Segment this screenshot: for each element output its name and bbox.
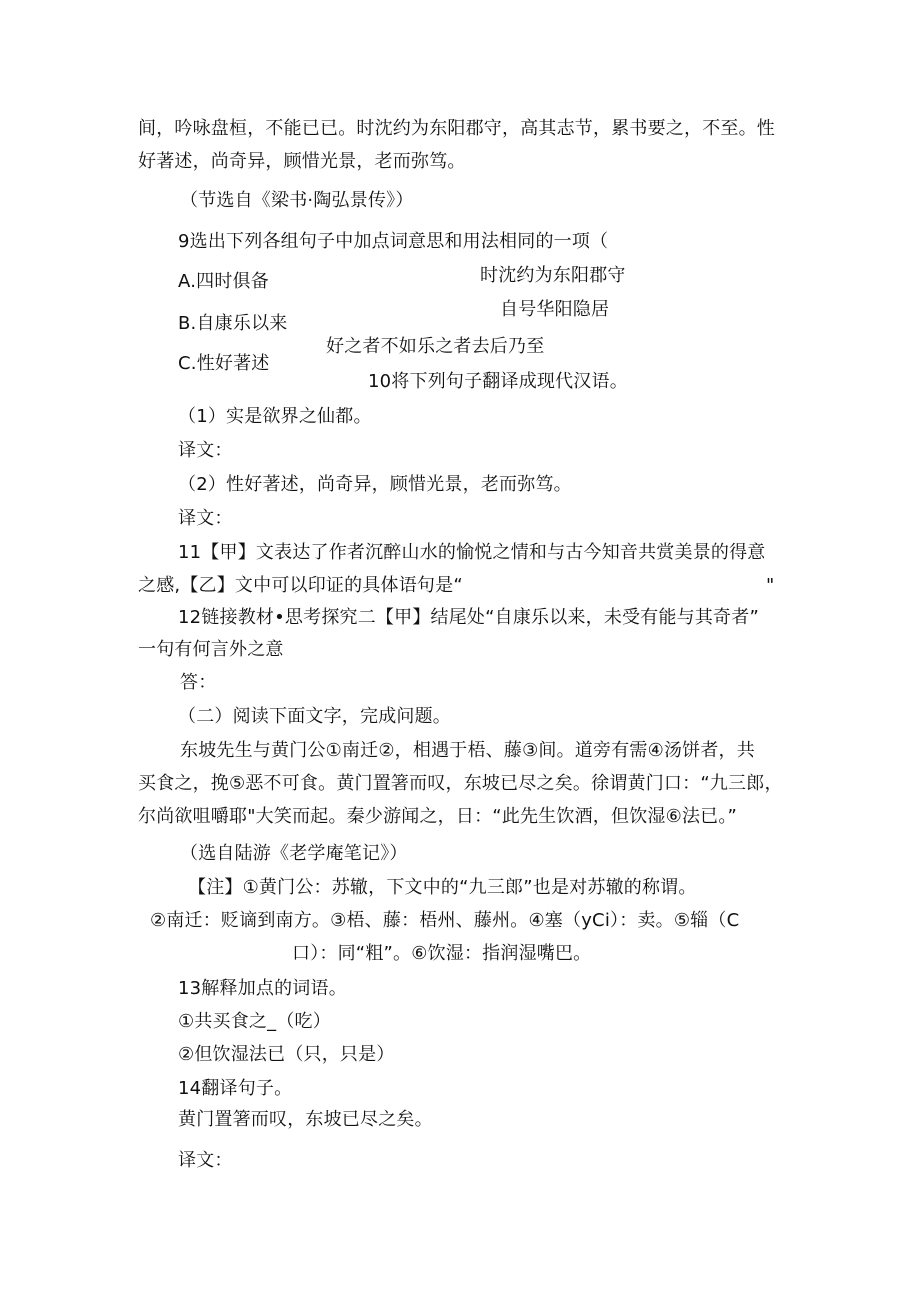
question-13-item: ①共买食之_（吃）: [178, 1011, 331, 1032]
sub-question: （2）性好著述，尚奇异，顾惜光景，老而弥笃。: [178, 474, 572, 495]
question-10: 10将下列句子翻译成现代汉语。: [368, 371, 628, 392]
text-line: 好著述，尚奇异，顾惜光景，老而弥笃。: [138, 151, 466, 172]
question-12-cont: 一句有何言外之意: [138, 639, 284, 660]
question-11-cont: 之感,【乙】文中可以印证的具体语句是“: [138, 575, 463, 596]
answer-label: 译文：: [178, 508, 233, 529]
option-b-pair: 自号华阳隐居: [500, 299, 610, 320]
notes-line: 【注】①黄门公：苏辙，下文中的“九三郎”也是对苏辙的称谓。: [188, 877, 697, 898]
question-12: 12链接教材•思考探究二【甲】结尾处“自康乐以来，未受有能与其奇者”: [178, 607, 759, 628]
option-a-pair: 时沈约为东阳郡守: [480, 265, 626, 286]
question-14-sentence: 黄门置箸而叹，东坡已尽之矣。: [178, 1109, 433, 1130]
question-11: 11【甲】文表达了作者沉醉山水的愉悦之情和与古今知音共赏美景的得意: [178, 542, 766, 563]
answer-label: 答：: [180, 672, 217, 693]
option-c-pair: 好之者不如乐之者去后乃至: [326, 336, 545, 357]
source-citation: （节选自《梁书·陶弘景传》）: [180, 190, 414, 211]
answer-label: 译文：: [178, 1150, 233, 1171]
option-a: A.四时俱备: [178, 271, 269, 292]
option-b: B.自康乐以来: [178, 313, 288, 334]
passage-line: 买食之，挽⑤恶不可食。黄门置箸而叹，东坡已尽之矣。徐谓黄门口：“九三郎，: [138, 773, 783, 794]
question-13-item: ②但饮湿法已（只，只是）: [178, 1044, 395, 1065]
question-14: 14翻译句子。: [178, 1078, 293, 1099]
notes-line: ②南迁：贬谪到南方。③梧、藤：梧州、藤州。④塞（yCi）：卖。⑤辎（C: [150, 910, 740, 931]
closing-quote: ": [766, 575, 775, 596]
question-13: 13解释加点的词语。: [178, 978, 347, 999]
passage-line: 尔尚欲咀嚼耶"大笑而起。秦少游闻之，日：“此先生饮酒，但饮湿⑥法已。”: [138, 806, 738, 827]
option-c: C.性好著述: [178, 353, 270, 374]
source-citation: （选自陆游《老学庵笔记》）: [180, 843, 408, 864]
sub-question: （1）实是欲界之仙都。: [178, 406, 372, 427]
text-line: 间，吟咏盘桓，不能已已。时沈约为东阳郡守，高其志节，累书要之，不至。性: [138, 118, 775, 139]
notes-line: 口）：同“粗”。⑥饮湿：指润湿嘴巴。: [292, 943, 592, 964]
passage-line: 东坡先生与黄门公①南迁②，相遇于梧、藤③间。道旁有需④汤饼者，共: [180, 740, 755, 761]
answer-label: 译文：: [178, 440, 233, 461]
section-heading: （二）阅读下面文字，完成问题。: [178, 706, 451, 727]
question-9: 9选出下列各组句子中加点词意思和用法相同的一项（: [178, 231, 609, 252]
